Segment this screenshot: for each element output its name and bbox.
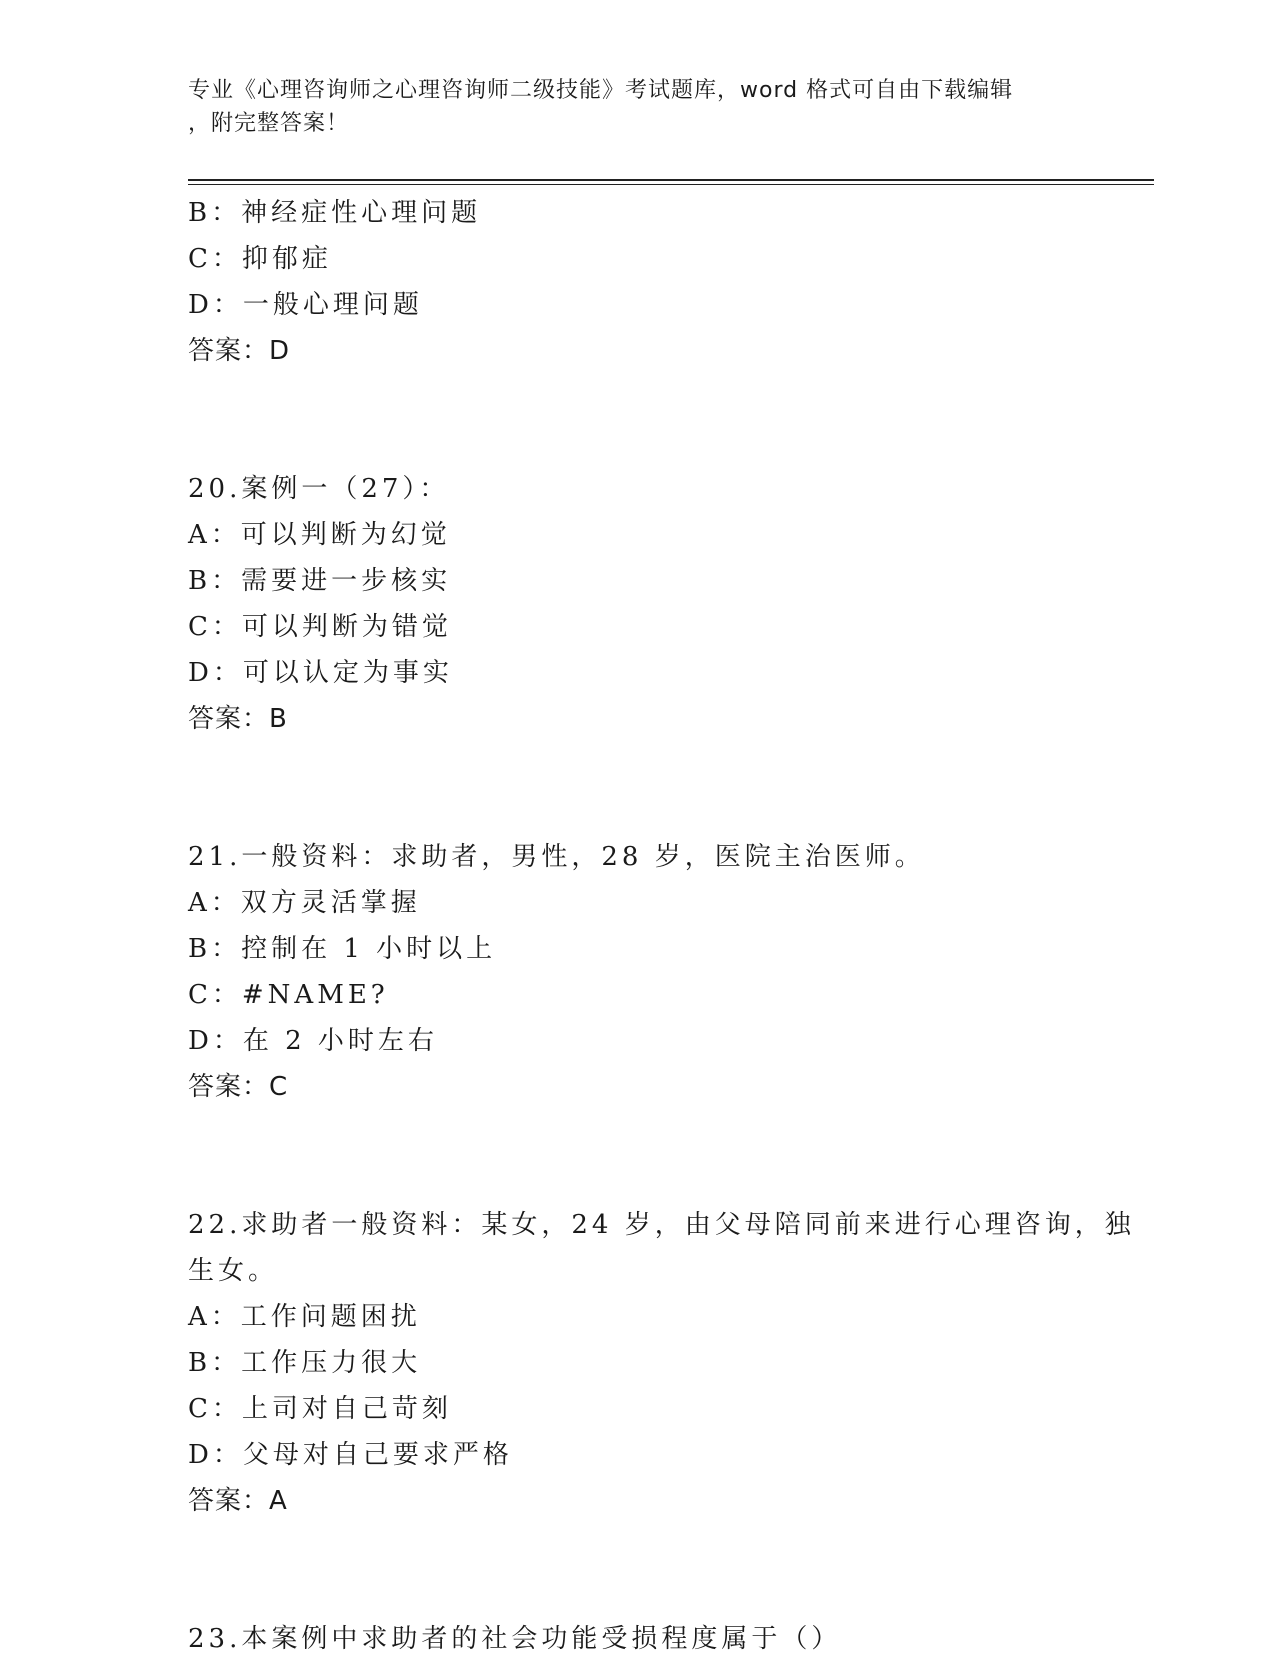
spacer <box>188 1110 1088 1202</box>
option-b: B：工作压力很大 <box>188 1348 422 1378</box>
question-20 <box>188 466 1088 742</box>
spacer <box>188 1524 1088 1616</box>
question-19-tail <box>188 190 1088 374</box>
option-b: B：控制在 1 小时以上 <box>188 934 497 964</box>
spacer <box>188 742 1088 834</box>
option-d: D：父母对自己要求严格 <box>188 1440 513 1470</box>
answer-line: 答案：D <box>188 336 291 366</box>
document-header <box>188 74 1068 140</box>
option-d: D：一般心理问题 <box>188 290 423 320</box>
question-21 <box>188 834 1088 1110</box>
question-22 <box>188 1202 1135 1524</box>
question-stem-line-2: 生女。 <box>188 1256 279 1286</box>
question-list <box>188 190 1135 1662</box>
answer-line: 答案：B <box>188 704 288 734</box>
option-c: C：可以判断为错觉 <box>188 612 452 642</box>
option-d: D：在 2 小时左右 <box>188 1026 438 1056</box>
question-stem-line-1: 22.求助者一般资料：某女，24 岁，由父母陪同前来进行心理咨询，独 <box>188 1210 1135 1240</box>
header-line-1: 专业《心理咨询师之心理咨询师二级技能》考试题库，word 格式可自由下载编辑 <box>188 78 1014 103</box>
header-rule-thick <box>188 179 1154 181</box>
header-rule-thin <box>188 184 1154 185</box>
answer-line: 答案：C <box>188 1072 289 1102</box>
option-c: C：抑郁症 <box>188 244 332 274</box>
question-23 <box>188 1616 1088 1662</box>
option-d: D：可以认定为事实 <box>188 658 453 688</box>
option-b: B：神经症性心理问题 <box>188 198 482 228</box>
header-line-2: ，附完整答案！ <box>188 111 350 136</box>
question-stem: 23.本案例中求助者的社会功能受损程度属于（） <box>188 1624 842 1654</box>
option-c: C：上司对自己苛刻 <box>188 1394 452 1424</box>
option-b: B：需要进一步核实 <box>188 566 452 596</box>
spacer <box>188 374 1088 466</box>
question-stem: 20.案例一（27）： <box>188 474 450 504</box>
option-c: C：#NAME? <box>188 980 389 1010</box>
option-a: A：双方灵活掌握 <box>188 888 421 918</box>
option-a: A：可以判断为幻觉 <box>188 520 451 550</box>
question-stem: 21.一般资料：求助者，男性，28 岁，医院主治医师。 <box>188 842 925 872</box>
option-a: A：工作问题困扰 <box>188 1302 421 1332</box>
answer-line: 答案：A <box>188 1486 288 1516</box>
